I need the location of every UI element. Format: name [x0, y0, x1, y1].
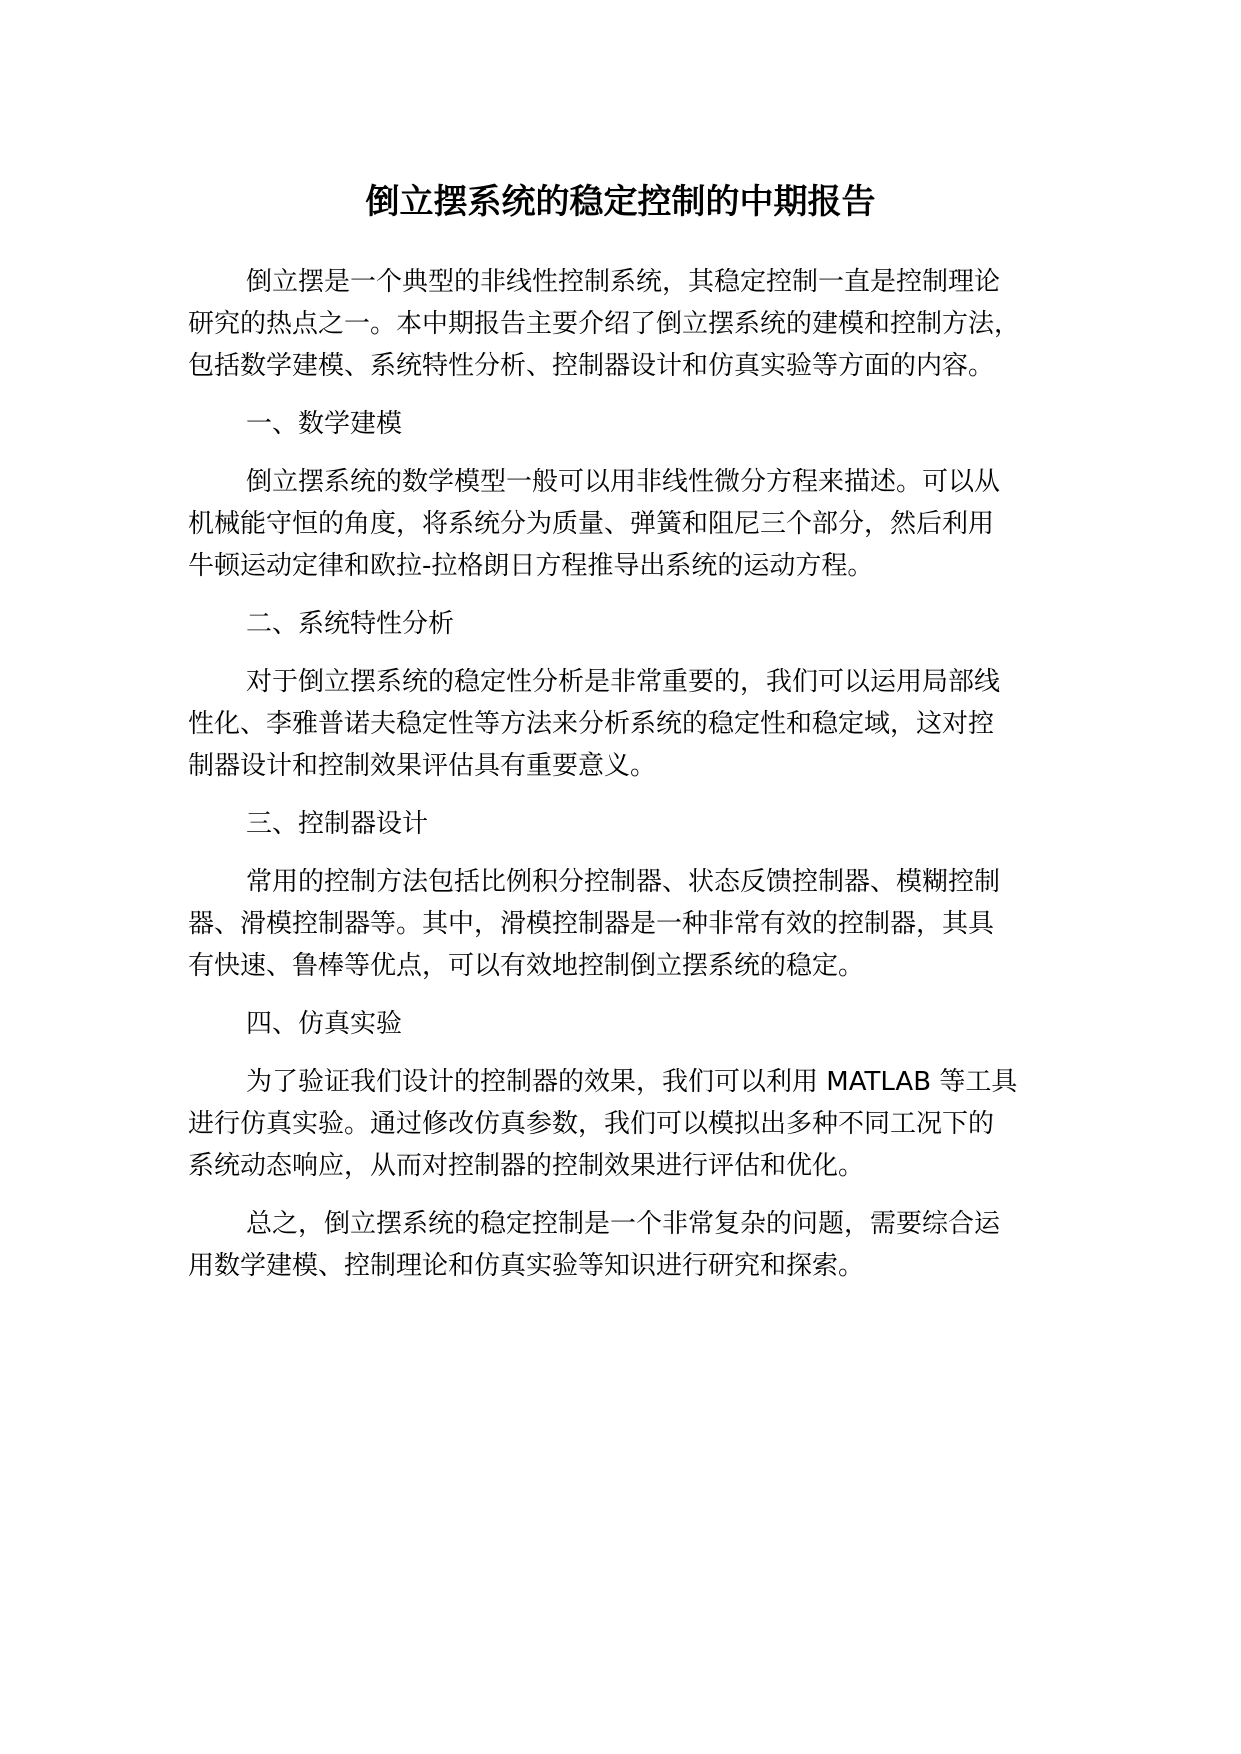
section-4-line-1: 为了验证我们设计的控制器的效果，我们可以利用 MATLAB 等工具	[246, 1067, 1018, 1097]
section-3-line-2: 器、滑模控制器等。其中，滑模控制器是一种非常有效的控制器，其具	[188, 909, 995, 939]
section-4-line-2: 进行仿真实验。通过修改仿真参数，我们可以模拟出多种不同工况下的	[188, 1109, 995, 1139]
section-3-line-1: 常用的控制方法包括比例积分控制器、状态反馈控制器、模糊控制	[246, 867, 1001, 897]
intro-line-3: 包括数学建模、系统特性分析、控制器设计和仿真实验等方面的内容。	[188, 351, 995, 381]
section-1-heading: 一、数学建模	[246, 409, 403, 439]
section-2-heading: 二、系统特性分析	[246, 609, 455, 639]
document-title: 倒立摆系统的稳定控制的中期报告	[365, 182, 876, 222]
section-3-line-3: 有快速、鲁棒等优点，可以有效地控制倒立摆系统的稳定。	[188, 951, 865, 981]
intro-line-1: 倒立摆是一个典型的非线性控制系统，其稳定控制一直是控制理论	[246, 267, 1001, 297]
section-1-line-1: 倒立摆系统的数学模型一般可以用非线性微分方程来描述。可以从	[246, 467, 1001, 497]
section-4-line-3: 系统动态响应，从而对控制器的控制效果进行评估和优化。	[188, 1151, 865, 1181]
section-2-line-2: 性化、李雅普诺夫稳定性等方法来分析系统的稳定性和稳定域，这对控	[188, 709, 995, 739]
section-2-line-1: 对于倒立摆系统的稳定性分析是非常重要的，我们可以运用局部线	[246, 667, 1001, 697]
conclusion-line-2: 用数学建模、控制理论和仿真实验等知识进行研究和探索。	[188, 1251, 865, 1281]
section-1-line-2: 机械能守恒的角度，将系统分为质量、弹簧和阻尼三个部分，然后利用	[188, 509, 995, 539]
section-3-heading: 三、控制器设计	[246, 809, 429, 839]
conclusion-line-1: 总之，倒立摆系统的稳定控制是一个非常复杂的问题，需要综合运	[246, 1209, 1001, 1239]
section-1-line-3: 牛顿运动定律和欧拉-拉格朗日方程推导出系统的运动方程。	[188, 551, 874, 581]
section-2-line-3: 制器设计和控制效果评估具有重要意义。	[188, 751, 657, 781]
intro-line-2: 研究的热点之一。本中期报告主要介绍了倒立摆系统的建模和控制方法，	[188, 309, 1021, 339]
section-4-heading: 四、仿真实验	[246, 1009, 403, 1039]
